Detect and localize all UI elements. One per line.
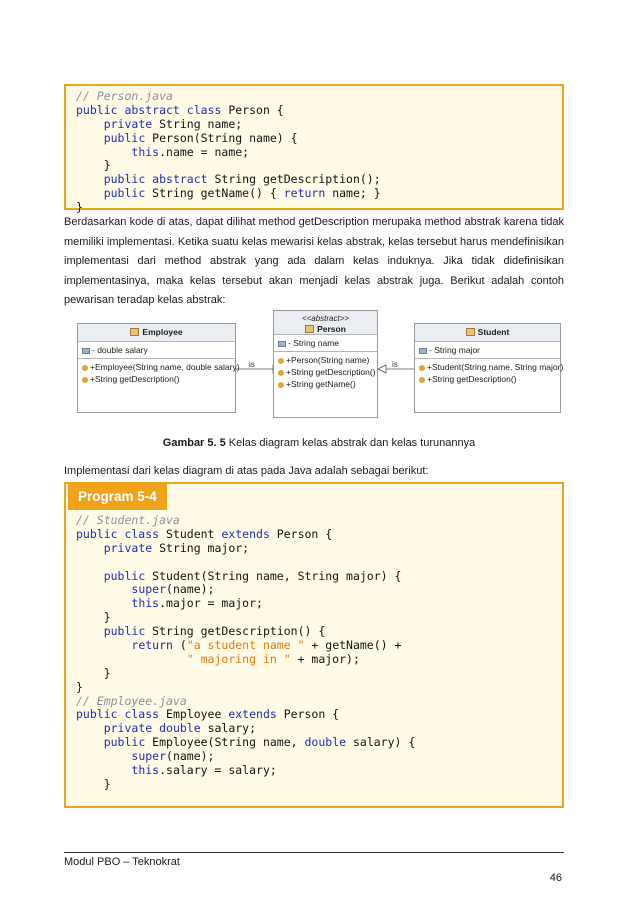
- program-code-line: [76, 750, 562, 764]
- program-code-line: [76, 583, 562, 597]
- caption-text: Kelas diagram kelas abstrak dan kelas turunannya: [225, 437, 476, 449]
- footer-module-title: Modul PBO – Teknokrat: [64, 856, 180, 868]
- uml-method: +Person(String name): [278, 354, 373, 366]
- code-token: [76, 749, 131, 763]
- code-token: salary) {: [352, 735, 416, 750]
- code-token: double: [304, 735, 353, 750]
- program-code-line: [76, 639, 562, 653]
- class-icon: [305, 325, 314, 333]
- code-token: Person(String name) {: [152, 130, 298, 145]
- code-token: [76, 541, 104, 555]
- code-token: Employee: [166, 707, 229, 722]
- program-code-line: [76, 556, 562, 570]
- code-token: (name);: [166, 582, 215, 597]
- code-token: name; }: [332, 186, 381, 201]
- code-token: public abstract: [103, 172, 215, 187]
- code-token: private: [103, 116, 160, 131]
- code-token: super: [131, 749, 167, 764]
- code-token: String major;: [159, 540, 250, 555]
- figure-caption: [0, 437, 638, 449]
- code-token: return: [131, 638, 180, 653]
- program-code-line: [76, 667, 562, 681]
- code-token: Person {: [276, 526, 333, 541]
- code-token: public: [103, 568, 153, 583]
- person-fields: [274, 335, 377, 352]
- footer-rule: [64, 852, 564, 853]
- class-icon: [130, 328, 139, 336]
- method-icon: [82, 365, 88, 371]
- uml-field: - String major: [419, 344, 556, 356]
- code-token: private: [103, 540, 160, 555]
- code-token: extends: [228, 707, 284, 722]
- code-block-program-5-4: [64, 482, 564, 808]
- method-icon: [82, 377, 88, 383]
- code-token: // Person.java: [76, 89, 173, 103]
- code-token: (name);: [166, 749, 215, 764]
- program-code-line: [76, 764, 562, 778]
- code-token: return: [283, 186, 333, 201]
- code-token: // Employee.java: [76, 693, 187, 708]
- code-token: (: [179, 638, 187, 653]
- code-token: }: [76, 776, 111, 791]
- code-token: }: [76, 158, 111, 173]
- uml-field: - double salary: [82, 344, 231, 356]
- field-icon: [278, 341, 286, 347]
- code-token: Person {: [228, 102, 284, 117]
- method-icon: [419, 377, 425, 383]
- student-methods: [415, 359, 564, 387]
- code-token: }: [76, 200, 83, 215]
- code-token: public class: [76, 707, 167, 722]
- code-token: }: [76, 679, 83, 694]
- employee-fields: [78, 342, 235, 359]
- code-token: public: [103, 735, 153, 750]
- program-code-line: [76, 542, 562, 556]
- stereotype-label: <<abstract>>: [301, 314, 350, 323]
- code-token: [76, 763, 131, 777]
- code-token: extends: [221, 526, 277, 541]
- code-token: [76, 735, 104, 749]
- paragraph-abstract-explanation: Berdasarkan kode di atas, dapat dilihat method getDescription merupaka method abstrak karena tidak memiliki implementasi. Ketika suatu kelas mewarisi kelas abstrak, kelas tersebut harus mendefinisikan implementasi dari method abstrak yang ada dalam kelas induknya. Jika tidak didefinisikan implementasinya, maka kelas tersebut akan menjadi kelas abstrak juga. Berikut adalah contoh pewarisan teradap kelas abstrak:: [64, 216, 564, 306]
- program-code-line: [76, 695, 562, 709]
- code-token: .name = name;: [159, 144, 250, 159]
- edge-label-employee: is: [249, 360, 255, 369]
- program-code-line: [76, 722, 562, 736]
- code-token: .salary = salary;: [159, 763, 277, 778]
- class-icon: [466, 328, 475, 336]
- program-code-line: [76, 570, 562, 584]
- code-token: [76, 721, 104, 735]
- program-code-line: [76, 514, 562, 528]
- program-code-line: [76, 625, 562, 639]
- code-token: private double: [103, 721, 208, 736]
- code-token: [76, 624, 104, 638]
- code-token: String getDescription();: [214, 172, 381, 187]
- code-token: public class: [76, 526, 167, 541]
- student-fields: [415, 342, 560, 359]
- code-token: public: [103, 130, 153, 145]
- code-token: this: [131, 144, 160, 159]
- method-icon: [278, 358, 284, 364]
- program-code-line: [76, 611, 562, 625]
- paragraph-implementation-intro: Implementasi dari kelas diagram di atas pada Java adalah sebagai berikut:: [64, 465, 429, 477]
- program-code-line: [76, 736, 562, 750]
- code-token: }: [76, 665, 111, 680]
- code-token: public abstract class: [76, 102, 229, 117]
- method-icon: [278, 370, 284, 376]
- uml-method: +String getName(): [278, 378, 373, 390]
- code-token: Student: [166, 526, 222, 541]
- code-token: Person {: [283, 707, 340, 722]
- program-code-line: [76, 597, 562, 611]
- code-token: [76, 582, 131, 596]
- person-methods: [274, 352, 377, 392]
- uml-field: - String name: [278, 337, 373, 349]
- uml-class-person: [273, 310, 378, 418]
- code-token: " majoring in ": [186, 651, 291, 666]
- class-name-person: Person: [317, 324, 346, 334]
- program-code-line: [76, 708, 562, 722]
- method-icon: [419, 365, 425, 371]
- code-token: "a student name ": [186, 638, 305, 653]
- code-token: + major);: [290, 651, 360, 666]
- code-token: super: [131, 582, 167, 597]
- code-token: public: [103, 186, 153, 201]
- uml-method: +String getDescription(): [419, 373, 556, 385]
- caption-label: Gambar 5. 5: [162, 437, 226, 449]
- program-code-line: [76, 528, 562, 542]
- uml-method: +Student(String name, String major): [419, 361, 556, 373]
- class-name-employee: Employee: [142, 327, 183, 337]
- code-token: this: [131, 596, 160, 611]
- program-code-line: [76, 681, 562, 695]
- field-icon: [419, 348, 427, 354]
- edge-label-student: is: [392, 360, 398, 369]
- code-token: salary;: [207, 721, 257, 736]
- code-token: this: [131, 763, 160, 778]
- code-token: + getName() +: [304, 638, 402, 653]
- code-token: Student(String name, String major) {: [152, 568, 402, 583]
- program-badge: Program 5-4: [68, 484, 167, 510]
- uml-method: +String getDescription(): [278, 366, 373, 378]
- code-token: [76, 652, 187, 666]
- page-number: 46: [549, 872, 562, 884]
- employee-methods: [78, 359, 240, 387]
- class-name-student: Student: [477, 327, 510, 337]
- program-code-line: [76, 653, 562, 667]
- code-token: [76, 569, 104, 583]
- code-token: }: [76, 610, 111, 625]
- field-icon: [82, 348, 90, 354]
- uml-method: +String getDescription(): [82, 373, 231, 385]
- code-token: String name;: [159, 116, 243, 131]
- code-token: [76, 596, 131, 610]
- code-token: Employee(String name,: [152, 735, 305, 750]
- code-token: // Student.java: [76, 513, 180, 527]
- code-token: String getDescription() {: [152, 624, 326, 639]
- code-token: .major = major;: [159, 596, 263, 611]
- uml-method: +Employee(String name, double salary): [82, 361, 231, 373]
- method-icon: [278, 382, 284, 388]
- code-token: String getName() {: [152, 186, 284, 201]
- code-token: [76, 638, 131, 652]
- program-code-line: [76, 778, 562, 792]
- code-token: public: [103, 624, 153, 639]
- uml-class-employee: [77, 323, 240, 413]
- uml-class-student: [414, 323, 564, 413]
